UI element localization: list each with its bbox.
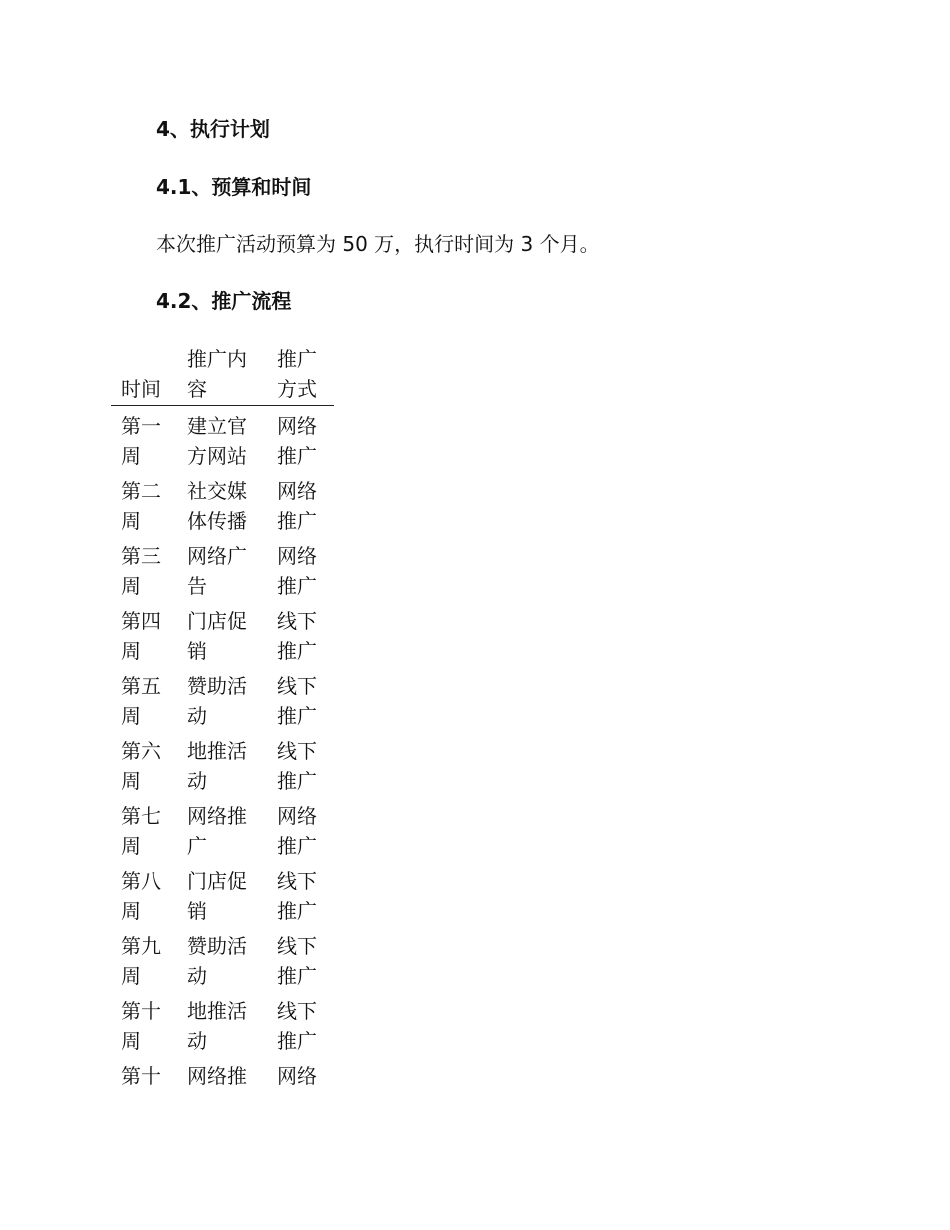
cell-method: 网络: [277, 1064, 317, 1088]
table-row: [111, 926, 334, 991]
cell-content: 赞助活动: [187, 934, 247, 988]
budget-paragraph: 本次推广活动预算为 50 万，执行时间为 3 个月。: [156, 232, 600, 256]
table-row: [111, 1056, 334, 1091]
cell-method: 线下推广: [277, 934, 317, 988]
table-row: [111, 536, 334, 601]
cell-content: 门店促销: [187, 609, 247, 663]
cell-method: 网络推广: [277, 414, 317, 468]
cell-time: 第五周: [121, 674, 161, 728]
cell-time: 第八周: [121, 869, 161, 923]
section-heading: 4、执行计划: [156, 117, 270, 141]
table-row: [111, 796, 334, 861]
cell-time: 第十: [121, 1064, 161, 1088]
cell-time: 第一周: [121, 414, 161, 468]
table-row: [111, 471, 334, 536]
cell-method: 线下推广: [277, 674, 317, 728]
cell-content: 门店促销: [187, 869, 247, 923]
cell-time: 第十周: [121, 999, 161, 1053]
table-row: [111, 666, 334, 731]
table-header-row: [111, 344, 334, 406]
cell-method: 线下推广: [277, 609, 317, 663]
cell-time: 第六周: [121, 739, 161, 793]
table-row: [111, 601, 334, 666]
cell-time: 第七周: [121, 804, 161, 858]
cell-content: 网络广告: [187, 544, 247, 598]
cell-time: 第九周: [121, 934, 161, 988]
subsection-heading-process: 4.2、推广流程: [156, 289, 292, 313]
cell-content: 地推活动: [187, 999, 247, 1053]
cell-time: 第四周: [121, 609, 161, 663]
table-row: [111, 991, 334, 1056]
cell-time: 第二周: [121, 479, 161, 533]
table-row: [111, 406, 334, 472]
header-content: 推广内容: [187, 344, 277, 406]
cell-time: 第三周: [121, 544, 161, 598]
promotion-schedule-table: [111, 344, 334, 1091]
subsection-heading-budget: 4.1、预算和时间: [156, 175, 312, 199]
table-row: [111, 861, 334, 926]
cell-method: 线下推广: [277, 739, 317, 793]
cell-content: 地推活动: [187, 739, 247, 793]
table-row: [111, 731, 334, 796]
cell-method: 线下推广: [277, 999, 317, 1053]
cell-content: 网络推: [187, 1064, 247, 1088]
cell-content: 赞助活动: [187, 674, 247, 728]
cell-method: 网络推广: [277, 544, 317, 598]
cell-content: 社交媒体传播: [187, 479, 247, 533]
header-time: 时间: [111, 344, 187, 406]
cell-method: 线下推广: [277, 869, 317, 923]
cell-content: 网络推广: [187, 804, 247, 858]
cell-method: 网络推广: [277, 479, 317, 533]
cell-content: 建立官方网站: [187, 414, 247, 468]
cell-method: 网络推广: [277, 804, 317, 858]
header-method: 推广方式: [277, 344, 334, 406]
